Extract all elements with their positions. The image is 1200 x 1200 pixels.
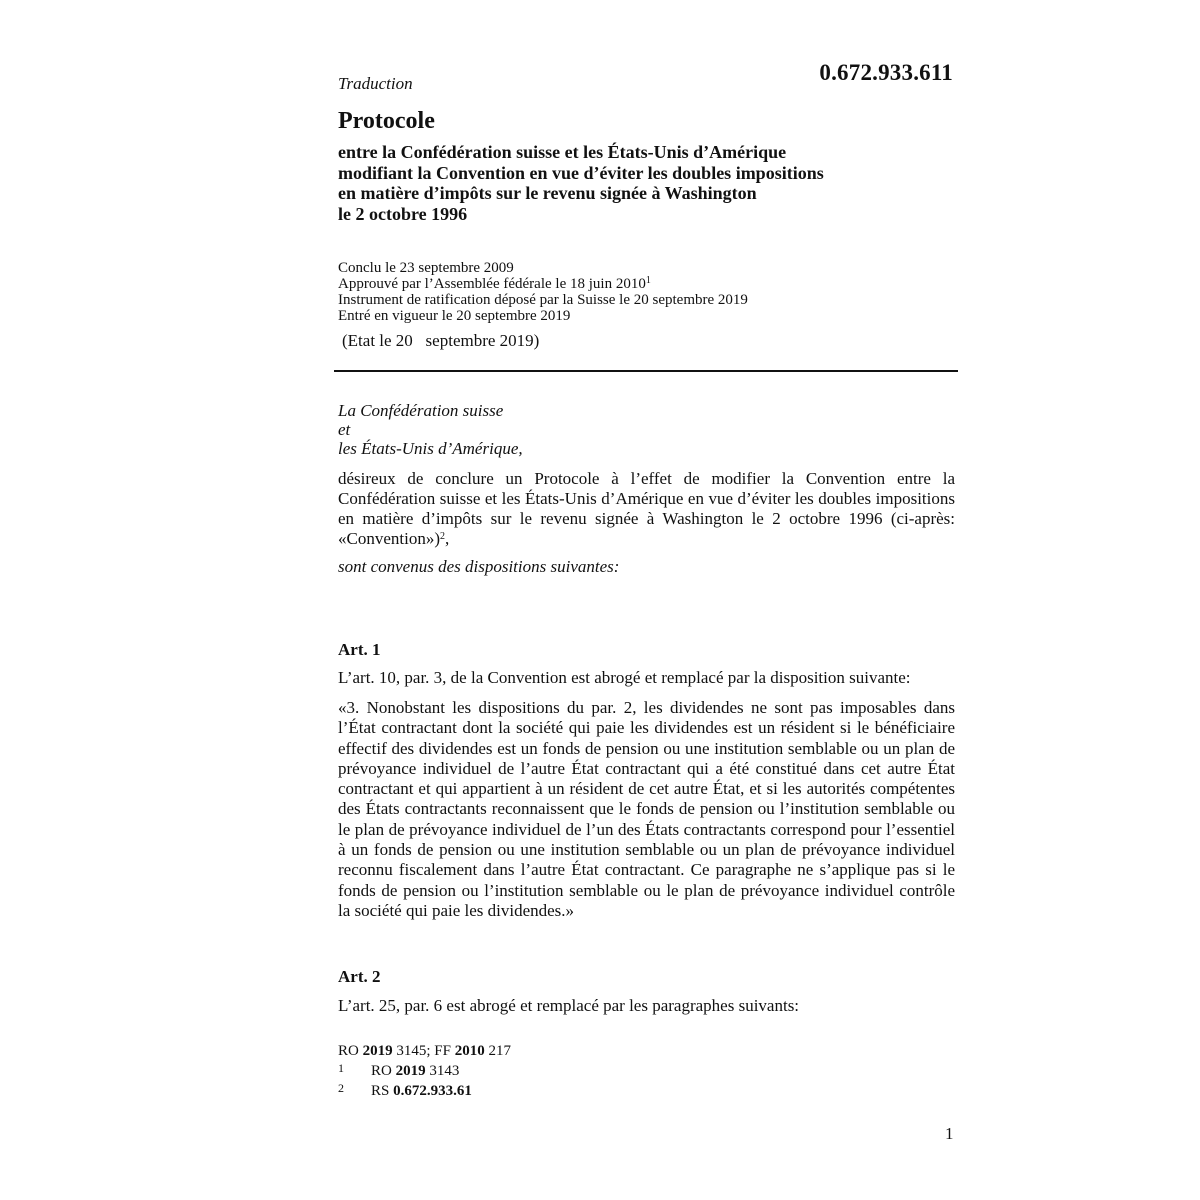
footnote-ref-2[interactable]: 2 — [440, 531, 445, 542]
meta-approuve-text: Approuvé par l’Assemblée fédérale le 18 juin 2010 — [338, 276, 646, 292]
publication-reference — [338, 1043, 511, 1060]
meta-approuve — [338, 276, 748, 292]
footnote-page: 3143 — [425, 1063, 460, 1079]
preamble-text: désireux de conclure un Protocole à l’effet de modifier la Convention entre la Confédération suisse et les États-Unis d’Amérique en vue d’éviter les doubles impositions en matière d’impôts sur le revenu signée à Washington le 2 octobre 1996 (ci-après: «Convention») — [338, 469, 955, 548]
article-2-intro: L’art. 25, par. 6 est abrogé et remplacé par les paragraphes suivants: — [338, 996, 800, 1015]
ff-page: 217 — [484, 1043, 511, 1059]
page-number: 1 — [945, 1124, 954, 1143]
subtitle-line: en matière d’impôts sur le revenu signée à Washington — [338, 183, 757, 203]
document-metadata — [338, 260, 748, 324]
article-1-heading: Art. 1 — [338, 640, 381, 659]
footnote-year: 2019 — [395, 1063, 426, 1079]
ro-prefix: RO — [338, 1043, 363, 1059]
meta-conclu: Conclu le 23 septembre 2009 — [338, 260, 514, 276]
ff-year: 2010 — [454, 1043, 485, 1059]
traduction-label: Traduction — [338, 74, 413, 93]
footnote-prefix: RS — [371, 1083, 394, 1099]
footnotes — [338, 1043, 511, 1100]
subtitle-line: modifiant la Convention en vue d’éviter les doubles impositions — [338, 162, 824, 183]
rs-number: 0.672.933.611 — [819, 60, 953, 85]
party-line: La Confédération suisse — [338, 401, 504, 420]
article-2-heading: Art. 2 — [338, 967, 381, 986]
footnote-number: 1 — [338, 1061, 344, 1075]
subtitle-line: le 2 octobre 1996 — [338, 203, 468, 224]
footnote-prefix: RO — [371, 1063, 396, 1079]
article-1-provision: «3. Nonobstant les dispositions du par. 2, les dividendes ne sont pas imposables dans l’État contractant dont la société qui paie les dividendes est un résident si le bénéficiaire effectif des dividendes est un fonds de pension ou une institution semblable ou un plan de prévoyance individuel de l’autre État contractant qui a été constitué dans cet autre État contractant et qui appartient à un résident de cet autre État, et si les autorités compétentes des États contractants reconnaissent que le fonds de pension ou l’institution semblable ou le plan de prévoyance individuel de l’un des États contractants correspond pour l’essentiel à un fonds de pension ou une institution semblable ou un plan de prévoyance individuel reconnu fiscalement dans l’autre État contractant. Ce paragraphe ne s’applique pas si le fonds de pension ou l’institution semblable ou le plan de prévoyance individuel contrôle la société qui paie les dividendes.» — [338, 698, 955, 920]
horizontal-rule — [334, 370, 958, 372]
meta-instrument: Instrument de ratification déposé par la Suisse le 20 septembre 2019 — [338, 292, 748, 308]
preamble-tail: , — [445, 529, 450, 548]
party-line: et — [338, 420, 351, 439]
document-subtitle — [338, 142, 938, 224]
footnote-1 — [338, 1060, 511, 1080]
article-1-intro: L’art. 10, par. 3, de la Convention est abrogé et remplacé par la disposition suivante: — [338, 668, 911, 687]
document-title: Protocole — [338, 108, 435, 134]
footnote-reference[interactable]: 0.672.933.61 — [393, 1083, 472, 1099]
footnote-number: 2 — [338, 1081, 344, 1095]
etat-date: (Etat le 20 septembre 2019) — [342, 331, 540, 350]
footnote-ref-1[interactable]: 1 — [645, 275, 651, 286]
meta-entre: Entré en vigueur le 20 septembre 2019 — [338, 308, 571, 324]
parties — [338, 401, 523, 458]
preamble-paragraph — [338, 469, 955, 549]
ro-page: 3145; FF — [392, 1043, 455, 1059]
footnote-2 — [338, 1080, 511, 1100]
party-line: les États-Unis d’Amérique, — [338, 439, 523, 458]
ro-year: 2019 — [362, 1043, 393, 1059]
convenus-line: sont convenus des dispositions suivantes: — [338, 557, 620, 576]
subtitle-line: entre la Confédération suisse et les États-Unis d’Amérique — [338, 142, 787, 162]
